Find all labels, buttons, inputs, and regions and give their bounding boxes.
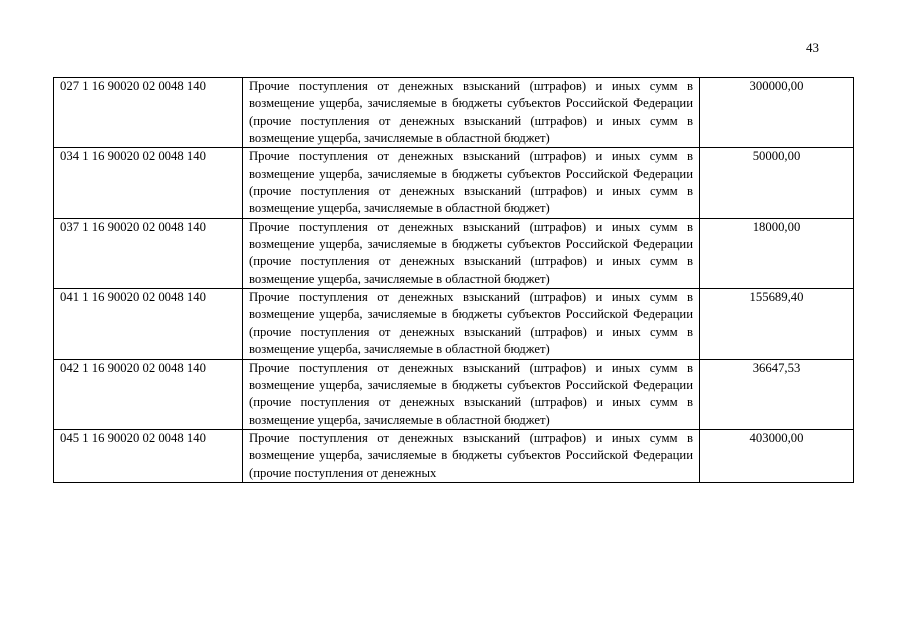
amount-cell: 403000,00 bbox=[700, 429, 854, 482]
description-cell: Прочие поступления от денежных взысканий (штрафов) и иных сумм в возмещение ущерба, зачисляемые в бюджеты субъектов Российской Федерации (прочие поступления от денежных взысканий (штрафов) и иных сумм в возмещение ущерба, зачисляемые в областной бюджет) bbox=[243, 218, 700, 288]
description-cell: Прочие поступления от денежных взысканий (штрафов) и иных сумм в возмещение ущерба, зачисляемые в бюджеты субъектов Российской Федерации (прочие поступления от денежных взысканий (штрафов) и иных сумм в возмещение ущерба, зачисляемые в областной бюджет) bbox=[243, 78, 700, 148]
description-cell: Прочие поступления от денежных взысканий (штрафов) и иных сумм в возмещение ущерба, зачисляемые в бюджеты субъектов Российской Федерации (прочие поступления от денежных взысканий (штрафов) и иных сумм в возмещение ущерба, зачисляемые в областной бюджет) bbox=[243, 359, 700, 429]
budget-code-cell: 042 1 16 90020 02 0048 140 bbox=[54, 359, 243, 429]
description-cell: Прочие поступления от денежных взысканий (штрафов) и иных сумм в возмещение ущерба, зачисляемые в бюджеты субъектов Российской Федерации (прочие поступления от денежных bbox=[243, 429, 700, 482]
revenue-table bbox=[53, 77, 854, 483]
description-cell: Прочие поступления от денежных взысканий (штрафов) и иных сумм в возмещение ущерба, зачисляемые в бюджеты субъектов Российской Федерации (прочие поступления от денежных взысканий (штрафов) и иных сумм в возмещение ущерба, зачисляемые в областной бюджет) bbox=[243, 148, 700, 218]
table-row bbox=[54, 429, 854, 482]
amount-cell: 36647,53 bbox=[700, 359, 854, 429]
budget-code-cell: 034 1 16 90020 02 0048 140 bbox=[54, 148, 243, 218]
budget-code-cell: 045 1 16 90020 02 0048 140 bbox=[54, 429, 243, 482]
table-row bbox=[54, 359, 854, 429]
table-row bbox=[54, 78, 854, 148]
amount-cell: 155689,40 bbox=[700, 289, 854, 359]
budget-code-cell: 037 1 16 90020 02 0048 140 bbox=[54, 218, 243, 288]
amount-cell: 18000,00 bbox=[700, 218, 854, 288]
table-row bbox=[54, 289, 854, 359]
amount-cell: 50000,00 bbox=[700, 148, 854, 218]
amount-cell: 300000,00 bbox=[700, 78, 854, 148]
table-row bbox=[54, 218, 854, 288]
description-cell: Прочие поступления от денежных взысканий (штрафов) и иных сумм в возмещение ущерба, зачисляемые в бюджеты субъектов Российской Федерации (прочие поступления от денежных взысканий (штрафов) и иных сумм в возмещение ущерба, зачисляемые в областной бюджет) bbox=[243, 289, 700, 359]
page-number: 43 bbox=[806, 40, 819, 55]
table-row bbox=[54, 148, 854, 218]
budget-code-cell: 027 1 16 90020 02 0048 140 bbox=[54, 78, 243, 148]
budget-code-cell: 041 1 16 90020 02 0048 140 bbox=[54, 289, 243, 359]
